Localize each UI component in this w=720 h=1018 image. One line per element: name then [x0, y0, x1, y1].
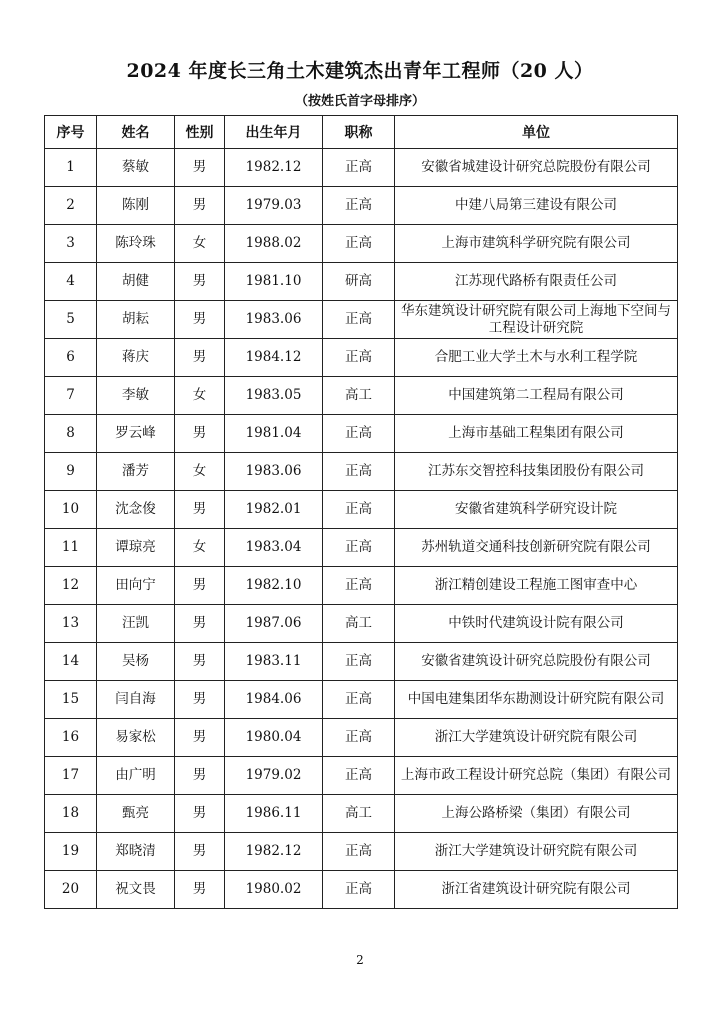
cell-birth: 1984.12: [225, 339, 323, 377]
cell-birth: 1979.03: [225, 187, 323, 225]
cell-name: 沈念俊: [97, 491, 175, 529]
table-row: [45, 605, 678, 643]
table-row: [45, 149, 678, 187]
table-row: [45, 339, 678, 377]
cell-gender: 男: [175, 757, 225, 795]
cell-gender: 男: [175, 719, 225, 757]
cell-name: 潘芳: [97, 453, 175, 491]
cell-name: 胡健: [97, 263, 175, 301]
cell-index: 12: [45, 567, 97, 605]
cell-index: 8: [45, 415, 97, 453]
cell-organization: 华东建筑设计研究院有限公司上海地下空间与工程设计研究院: [395, 301, 678, 339]
table-row: [45, 377, 678, 415]
cell-gender: 女: [175, 529, 225, 567]
cell-index: 11: [45, 529, 97, 567]
cell-index: 19: [45, 833, 97, 871]
cell-title: 正高: [323, 719, 395, 757]
cell-gender: 男: [175, 263, 225, 301]
cell-title: 正高: [323, 871, 395, 909]
cell-name: 胡耘: [97, 301, 175, 339]
cell-organization: 浙江精创建设工程施工图审查中心: [395, 567, 678, 605]
cell-organization: 中国建筑第二工程局有限公司: [395, 377, 678, 415]
cell-name: 闫自海: [97, 681, 175, 719]
cell-name: 蔡敏: [97, 149, 175, 187]
cell-title: 正高: [323, 757, 395, 795]
table-header-row: [45, 116, 678, 149]
cell-gender: 女: [175, 225, 225, 263]
cell-name: 祝文畏: [97, 871, 175, 909]
header-organization: 单位: [395, 116, 678, 149]
cell-birth: 1982.12: [225, 149, 323, 187]
cell-organization: 中铁时代建筑设计院有限公司: [395, 605, 678, 643]
cell-name: 吴杨: [97, 643, 175, 681]
cell-gender: 女: [175, 453, 225, 491]
cell-name: 汪凯: [97, 605, 175, 643]
cell-birth: 1988.02: [225, 225, 323, 263]
cell-organization: 苏州轨道交通科技创新研究院有限公司: [395, 529, 678, 567]
cell-title: 正高: [323, 643, 395, 681]
cell-name: 由广明: [97, 757, 175, 795]
cell-index: 6: [45, 339, 97, 377]
table-row: [45, 453, 678, 491]
cell-index: 5: [45, 301, 97, 339]
cell-organization: 浙江大学建筑设计研究院有限公司: [395, 719, 678, 757]
table-row: [45, 795, 678, 833]
cell-gender: 男: [175, 149, 225, 187]
cell-index: 16: [45, 719, 97, 757]
cell-gender: 男: [175, 301, 225, 339]
cell-index: 13: [45, 605, 97, 643]
header-gender: 性别: [175, 116, 225, 149]
cell-birth: 1987.06: [225, 605, 323, 643]
cell-gender: 男: [175, 871, 225, 909]
table-row: [45, 567, 678, 605]
cell-index: 15: [45, 681, 97, 719]
table-row: [45, 415, 678, 453]
cell-gender: 男: [175, 795, 225, 833]
header-name: 姓名: [97, 116, 175, 149]
cell-title: 正高: [323, 491, 395, 529]
document-title: 2024 年度长三角土木建筑杰出青年工程师（20 人）: [126, 60, 594, 82]
header-index: 序号: [45, 116, 97, 149]
cell-organization: 江苏现代路桥有限责任公司: [395, 263, 678, 301]
cell-name: 易家松: [97, 719, 175, 757]
table-row: [45, 681, 678, 719]
cell-organization: 上海公路桥梁（集团）有限公司: [395, 795, 678, 833]
page-number: 2: [356, 953, 364, 967]
cell-name: 罗云峰: [97, 415, 175, 453]
cell-birth: 1984.06: [225, 681, 323, 719]
cell-organization: 安徽省城建设计研究总院股份有限公司: [395, 149, 678, 187]
cell-organization: 浙江省建筑设计研究院有限公司: [395, 871, 678, 909]
cell-organization: 中国电建集团华东勘测设计研究院有限公司: [395, 681, 678, 719]
cell-index: 3: [45, 225, 97, 263]
cell-index: 1: [45, 149, 97, 187]
cell-name: 田向宁: [97, 567, 175, 605]
cell-index: 18: [45, 795, 97, 833]
cell-title: 正高: [323, 301, 395, 339]
cell-organization: 上海市基础工程集团有限公司: [395, 415, 678, 453]
cell-name: 李敏: [97, 377, 175, 415]
cell-index: 10: [45, 491, 97, 529]
cell-birth: 1983.04: [225, 529, 323, 567]
cell-title: 正高: [323, 833, 395, 871]
cell-index: 4: [45, 263, 97, 301]
table-row: [45, 263, 678, 301]
cell-name: 蒋庆: [97, 339, 175, 377]
table-row: [45, 719, 678, 757]
cell-birth: 1986.11: [225, 795, 323, 833]
cell-birth: 1980.02: [225, 871, 323, 909]
cell-gender: 男: [175, 187, 225, 225]
cell-birth: 1982.12: [225, 833, 323, 871]
cell-title: 高工: [323, 377, 395, 415]
table-row: [45, 529, 678, 567]
cell-birth: 1979.02: [225, 757, 323, 795]
cell-title: 正高: [323, 149, 395, 187]
table-row: [45, 643, 678, 681]
cell-name: 甄亮: [97, 795, 175, 833]
cell-index: 2: [45, 187, 97, 225]
header-birth: 出生年月: [225, 116, 323, 149]
cell-index: 20: [45, 871, 97, 909]
table-body: [45, 149, 678, 909]
cell-gender: 男: [175, 681, 225, 719]
header-title: 职称: [323, 116, 395, 149]
cell-organization: 合肥工业大学土木与水利工程学院: [395, 339, 678, 377]
cell-birth: 1981.04: [225, 415, 323, 453]
table-row: [45, 225, 678, 263]
cell-gender: 男: [175, 491, 225, 529]
cell-index: 14: [45, 643, 97, 681]
cell-title: 正高: [323, 187, 395, 225]
cell-title: 正高: [323, 529, 395, 567]
cell-gender: 男: [175, 567, 225, 605]
engineer-table: [44, 115, 678, 909]
cell-birth: 1983.05: [225, 377, 323, 415]
cell-gender: 女: [175, 377, 225, 415]
cell-title: 正高: [323, 567, 395, 605]
cell-birth: 1981.10: [225, 263, 323, 301]
table-row: [45, 301, 678, 339]
cell-organization: 浙江大学建筑设计研究院有限公司: [395, 833, 678, 871]
table-row: [45, 871, 678, 909]
cell-birth: 1983.06: [225, 453, 323, 491]
table-row: [45, 187, 678, 225]
cell-title: 正高: [323, 415, 395, 453]
cell-organization: 安徽省建筑科学研究设计院: [395, 491, 678, 529]
cell-organization: 中建八局第三建设有限公司: [395, 187, 678, 225]
table-row: [45, 757, 678, 795]
cell-organization: 江苏东交智控科技集团股份有限公司: [395, 453, 678, 491]
cell-index: 7: [45, 377, 97, 415]
cell-birth: 1980.04: [225, 719, 323, 757]
cell-birth: 1983.06: [225, 301, 323, 339]
cell-name: 郑晓清: [97, 833, 175, 871]
cell-gender: 男: [175, 833, 225, 871]
cell-name: 陈刚: [97, 187, 175, 225]
cell-gender: 男: [175, 605, 225, 643]
cell-index: 17: [45, 757, 97, 795]
cell-title: 正高: [323, 225, 395, 263]
cell-organization: 安徽省建筑设计研究总院股份有限公司: [395, 643, 678, 681]
document-subtitle: （按姓氏首字母排序）: [294, 94, 425, 109]
cell-title: 研高: [323, 263, 395, 301]
cell-title: 正高: [323, 681, 395, 719]
cell-gender: 男: [175, 643, 225, 681]
cell-organization: 上海市政工程设计研究总院（集团）有限公司: [395, 757, 678, 795]
cell-gender: 男: [175, 339, 225, 377]
cell-birth: 1983.11: [225, 643, 323, 681]
cell-birth: 1982.01: [225, 491, 323, 529]
cell-name: 陈玲珠: [97, 225, 175, 263]
cell-title: 高工: [323, 795, 395, 833]
cell-index: 9: [45, 453, 97, 491]
cell-gender: 男: [175, 415, 225, 453]
cell-title: 高工: [323, 605, 395, 643]
cell-title: 正高: [323, 453, 395, 491]
table-row: [45, 491, 678, 529]
table-row: [45, 833, 678, 871]
cell-organization: 上海市建筑科学研究院有限公司: [395, 225, 678, 263]
cell-name: 谭琼亮: [97, 529, 175, 567]
cell-title: 正高: [323, 339, 395, 377]
cell-birth: 1982.10: [225, 567, 323, 605]
